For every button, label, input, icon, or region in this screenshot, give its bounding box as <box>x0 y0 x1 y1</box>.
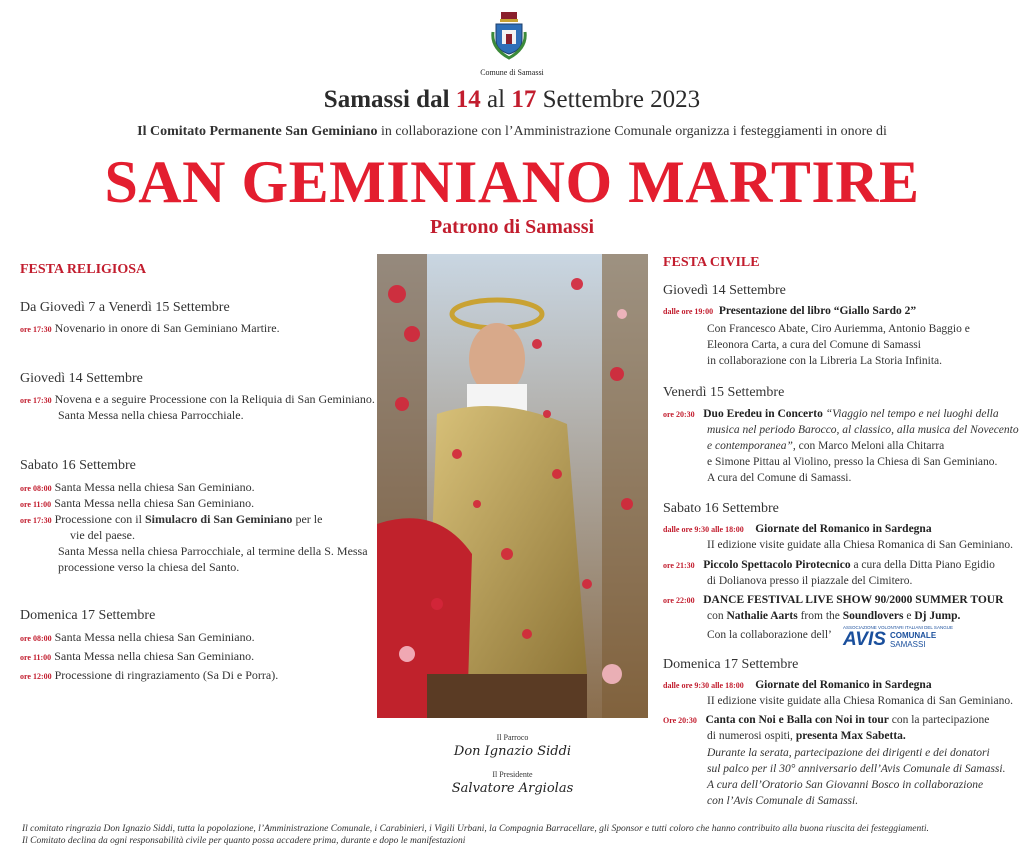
civile-event-cont: di numerosi ospiti, presenta Max Sabetta. <box>707 730 906 742</box>
intro-line: Il Comitato Permanente San Geminiano in collaborazione con l’Amministrazione Comunale organizza i festeggiamenti in onore di <box>137 124 887 139</box>
religiosa-event-cont: processione verso la chiesa del Santo. <box>58 560 240 574</box>
parish-priest-signature: Don Ignazio Siddi <box>453 744 572 759</box>
event-dates-headline: Samassi dal 14 al 17 Settembre 2023 <box>323 86 701 113</box>
civile-day-2: Venerdì 15 Settembre <box>663 385 785 400</box>
comune-crest-logo <box>490 10 528 65</box>
religiosa-event: ore 12:00 Processione di ringraziamento (Sa Di e Porra). <box>20 668 279 682</box>
civile-day-4: Domenica 17 Settembre <box>663 657 799 672</box>
civile-event: dalle ore 19:00 Presentazione del libro “Giallo Sardo 2” <box>663 305 917 317</box>
footer-thanks: Il comitato ringrazia Don Ignazio Siddi, tutta la popolazione, l’Amministrazione Comunale, i Carabinieri, i Vigili Urbani, la Compagnia Barracellare, gli Sponsor e tutti coloro che hanno contribuito alla buona riuscita dei festeggiamenti. <box>22 824 929 834</box>
civile-event-cont: II edizione visite guidate alla Chiesa Romanica di San Geminiano. <box>707 539 1013 551</box>
religiosa-event-cont: vie del paese. <box>70 528 135 542</box>
civile-event-cont: musica nel periodo Barocco, al classico, alla musica del Novecento <box>707 424 1019 436</box>
religiosa-event: ore 08:00 Santa Messa nella chiesa San Geminiano. <box>20 630 255 644</box>
end-day: 17 <box>511 86 537 113</box>
main-title: SAN GEMINIANO MARTIRE <box>104 149 920 215</box>
religiosa-day-3: Sabato 16 Settembre <box>20 458 136 473</box>
civile-event-cont: A cura dell’Oratorio San Giovanni Bosco in collaborazione <box>707 779 984 791</box>
festa-religiosa-heading: FESTA RELIGIOSA <box>20 262 147 277</box>
civile-day-3: Sabato 16 Settembre <box>663 501 779 516</box>
civile-event: dalle ore 9:30 alle 18:00 Giornate del Romanico in Sardegna <box>663 679 932 691</box>
civile-event-cont: di Dolianova presso il piazzale del Cimitero. <box>707 575 913 587</box>
civile-event-cont: in collaborazione con la Libreria La Storia Infinita. <box>707 355 943 367</box>
religiosa-event: ore 17:30 Novenario in onore di San Geminiano Martire. <box>20 321 280 335</box>
religiosa-day-1: Da Giovedì 7 a Venerdì 15 Settembre <box>20 300 230 315</box>
religiosa-event-cont: Santa Messa nella chiesa Parrocchiale. <box>58 408 244 422</box>
civile-day-1: Giovedì 14 Settembre <box>663 283 786 298</box>
civile-event-cont: sul palco per il 30° anniversario dell’Avis Comunale di Samassi. <box>707 763 1006 775</box>
civile-event-cont: con l’Avis Comunale di Samassi. <box>707 795 859 807</box>
saint-statue-photo <box>377 254 648 718</box>
civile-event: Ore 20:30 Canta con Noi e Balla con Noi in tour con la partecipazione <box>663 714 990 726</box>
civile-event: ore 22:00 DANCE FESTIVAL LIVE SHOW 90/2000 SUMMER TOUR <box>663 594 1004 606</box>
president-signature: Salvatore Argiolas <box>451 781 574 796</box>
civile-event: dalle ore 9:30 alle 18:00 Giornate del Romanico in Sardegna <box>663 523 932 535</box>
religiosa-event: ore 17:30 Processione con il Simulacro di San Geminiano per le <box>20 512 323 526</box>
civile-event-cont: e contemporanea”, con Marco Meloni alla Chitarra <box>707 440 945 452</box>
civile-event-cont: Eleonora Carta, a cura del Comune di Samassi <box>707 339 921 351</box>
footer-disclaimer: Il Comitato declina da ogni responsabilità civile per quanto possa accadere prima, durante e dopo le manifestazioni <box>22 836 466 846</box>
civile-event: ore 21:30 Piccolo Spettacolo Pirotecnico a cura della Ditta Piano Egidio <box>663 559 995 571</box>
religiosa-event: ore 11:00 Santa Messa nella chiesa San Geminiano. <box>20 649 255 663</box>
start-day: 14 <box>455 86 481 113</box>
civile-event-cont: e Simone Pittau al Violino, presso la Chiesa di San Geminiano. <box>707 456 998 468</box>
civile-event-cont: Con Francesco Abate, Ciro Auriemma, Antonio Baggio e <box>707 323 970 335</box>
civile-event-cont: Durante la serata, partecipazione dei dirigenti e dei donatori <box>707 747 990 759</box>
religiosa-event: ore 08:00 Santa Messa nella chiesa San Geminiano. <box>20 480 255 494</box>
festa-civile-heading: FESTA CIVILE <box>663 255 760 270</box>
religiosa-event: ore 11:00 Santa Messa nella chiesa San Geminiano. <box>20 496 255 510</box>
president-role: Il Presidente <box>492 770 533 779</box>
parish-priest-role: Il Parroco <box>496 733 529 742</box>
subtitle: Patrono di Samassi <box>429 216 595 238</box>
civile-event-cont: Con la collaborazione dell’ <box>707 629 832 641</box>
religiosa-event-cont: Santa Messa nella chiesa Parrocchiale, al termine della S. Messa <box>58 544 368 558</box>
civile-event: ore 20:30 Duo Eredeu in Concerto “Viaggio nel tempo e nei luoghi della <box>663 408 999 420</box>
civile-event-cont: con Nathalie Aarts from the Soundlovers e Dj Jump. <box>707 610 961 622</box>
religiosa-day-2: Giovedì 14 Settembre <box>20 371 143 386</box>
footer-notes <box>22 823 1012 847</box>
civile-event-cont: II edizione visite guidate alla Chiesa Romanica di San Geminiano. <box>707 695 1013 707</box>
avis-logo: ASSOCIAZIONE VOLONTARI ITALIANI DEL SANGUE AVIS COMUNALE SAMASSI <box>843 625 953 650</box>
religiosa-event: ore 17:30 Novena e a seguire Processione con la Reliquia di San Geminiano. <box>20 392 375 406</box>
civile-event-cont: A cura del Comune di Samassi. <box>707 472 852 484</box>
religiosa-day-4: Domenica 17 Settembre <box>20 608 156 623</box>
crest-label: Comune di Samassi <box>480 68 544 77</box>
